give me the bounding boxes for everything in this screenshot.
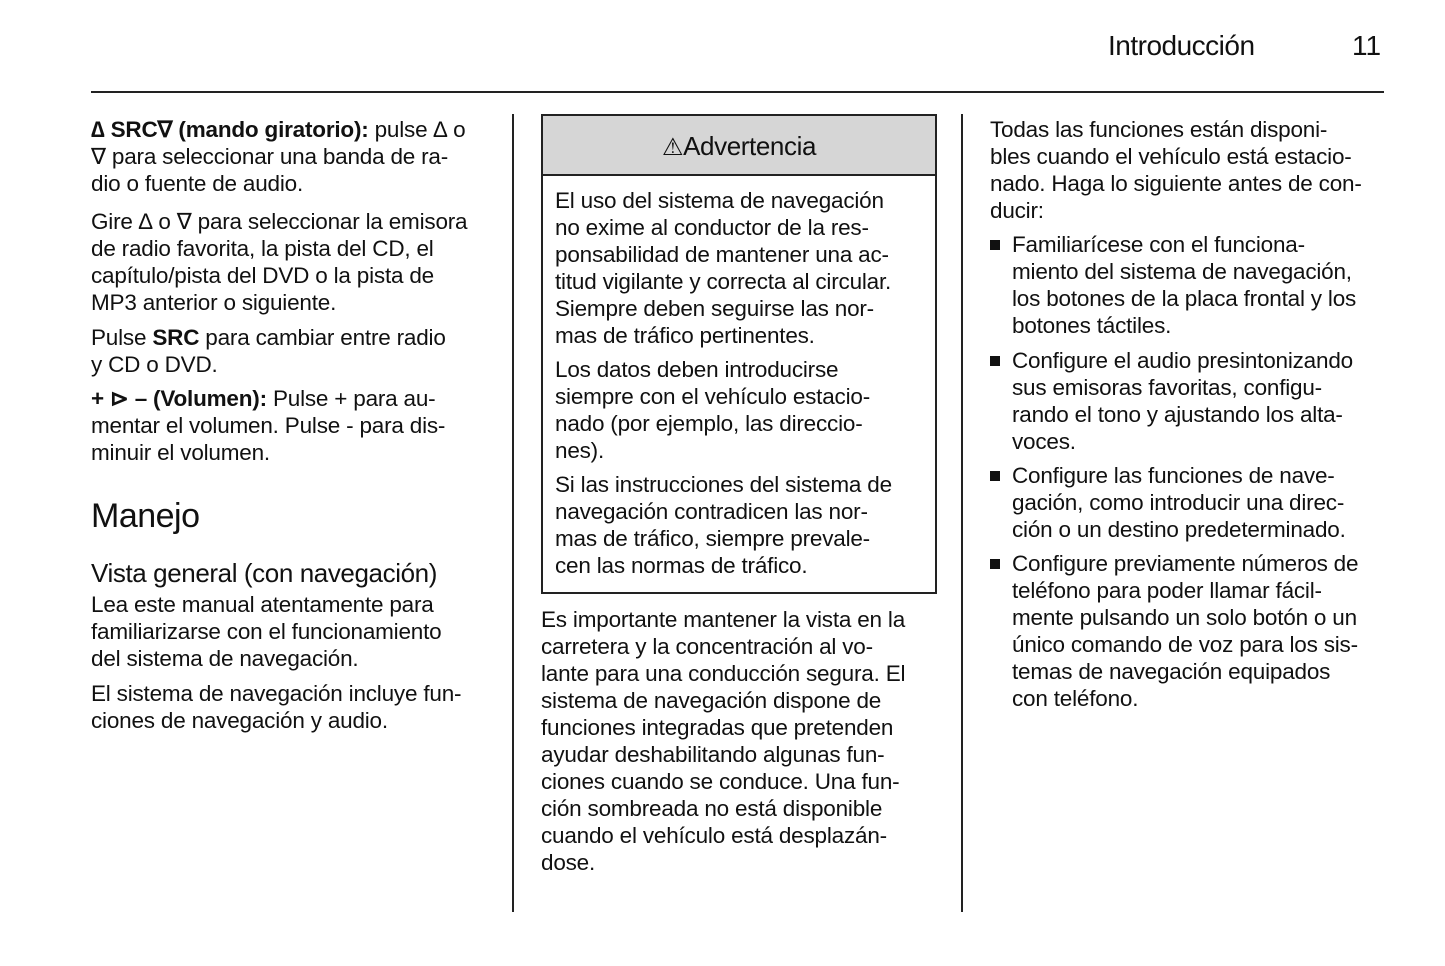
text-line: siempre con el vehículo estacio- [555,384,871,409]
text-line: ponsabilidad de mantener una ac- [555,242,889,267]
text-line: voces. [1012,429,1076,454]
text-line: rando el tono y ajustando los alta- [1012,402,1343,427]
paragraph [91,680,461,734]
paragraph [990,116,1362,224]
text-run: Pulse + para au- [266,386,436,411]
paragraph [555,356,870,464]
text-line: dose. [541,850,596,875]
text-line: no exime al conductor de la res- [555,215,869,240]
text-line: dio o fuente de audio. [91,171,304,196]
text-line: Los datos deben introducirse [555,357,839,382]
text-line: de radio favorita, la pista del CD, el [91,236,434,261]
bullet-item [990,347,1353,455]
text-line: miento del sistema de navegación, [1012,259,1352,284]
text-line: sus emisoras favoritas, configu- [1012,375,1322,400]
bold-label: + ⊳ – (Volumen): [91,386,267,411]
text-line: Si las instrucciones del sistema de [555,472,892,497]
paragraph [91,385,445,466]
text-line: mas de tráfico pertinentes. [555,323,815,348]
text-line: cen las normas de tráfico. [555,553,808,578]
text-line [91,324,446,351]
warning-triangle-icon: ⚠ [661,134,684,161]
text-line: titud vigilante y correcta al circular. [555,269,892,294]
text-line: ducir: [990,198,1044,223]
bullet-item [990,462,1346,543]
text-line [91,116,465,143]
paragraph [91,116,465,197]
paragraph [91,591,441,672]
bullet-item [990,231,1356,339]
text-line: familiarizarse con el funcionamiento [91,619,442,644]
text-line: El sistema de navegación incluye fun- [91,681,462,706]
text-line: ayudar deshabilitando algunas fun- [541,742,885,767]
text-line: ∇ para seleccionar una banda de ra- [91,144,449,169]
text-line: mentar el volumen. Pulse - para dis- [91,413,446,438]
page-number: 11 [1352,30,1382,61]
subsection-heading: Vista general (con navegación) [91,558,437,588]
text-line: Configure el audio presintonizando [990,347,1353,374]
text-line: teléfono para poder llamar fácil- [1012,578,1322,603]
text-line: nes). [555,438,605,463]
text-run: pulse ∆ o [368,117,466,142]
column-divider [512,114,514,912]
text-line: único comando de voz para los sis- [1012,632,1358,657]
section-heading: Manejo [91,497,200,535]
text-line: minuir el volumen. [91,440,270,465]
text-line: funciones integradas que pretenden [541,715,894,740]
text-line: Siempre deben seguirse las nor- [555,296,874,321]
text-line: mas de tráfico, siempre prevale- [555,526,870,551]
text-line: ción o un destino predeterminado. [1012,517,1346,542]
text-line: y CD o DVD. [91,352,218,377]
header-rule [91,91,1384,93]
paragraph [555,471,892,579]
header-section-title: Introducción [1108,30,1255,61]
text-line: cuando el vehículo está desplazán- [541,823,887,848]
text-line: Lea este manual atentamente para [91,592,434,617]
bold-label: SRC [152,325,200,350]
text-line: Todas las funciones están disponi- [990,117,1328,142]
text-line: temas de navegación equipados [1012,659,1331,684]
text-line: nado. Haga lo siguiente antes de con- [990,171,1362,196]
text-line: del sistema de navegación. [91,646,359,671]
text-line: Familiarícese con el funciona- [990,231,1356,258]
text-line: ciones de navegación y audio. [91,708,388,733]
text-line: Configure las funciones de nave- [990,462,1346,489]
text-line [91,385,445,412]
text-line: MP3 anterior o siguiente. [91,290,337,315]
warning-header [543,116,935,176]
text-line: Configure previamente números de [990,550,1358,577]
text-line: los botones de la placa frontal y los [1012,286,1357,311]
text-line: Gire ∆ o ∇ para seleccionar la emisora [91,209,468,234]
bold-label: ∆ SRC∇ (mando giratorio): [91,117,369,142]
text-line: botones táctiles. [1012,313,1172,338]
text-line: bles cuando el vehículo está estacio- [990,144,1352,169]
paragraph [91,208,467,316]
column-divider [961,114,963,912]
text-run: Pulse [91,325,153,350]
text-line: capítulo/pista del DVD o la pista de [91,263,435,288]
text-line: lante para una conducción segura. El [541,661,906,686]
text-line: carretera y la concentración al vo- [541,634,873,659]
text-line: con teléfono. [1012,686,1139,711]
text-line: ción sombreada no está disponible [541,796,883,821]
text-line: sistema de navegación dispone de [541,688,882,713]
paragraph [91,324,446,378]
bullet-item [990,550,1358,712]
warning-title: Advertencia [683,131,817,161]
text-line: mente pulsando un solo botón o un [1012,605,1357,630]
text-line: Es importante mantener la vista en la [541,607,906,632]
text-line: gación, como introducir una direc- [1012,490,1345,515]
text-line: navegación contradicen las nor- [555,499,868,524]
text-line: nado (por ejemplo, las direccio- [555,411,863,436]
paragraph [541,606,905,876]
text-run: para cambiar entre radio [199,325,446,350]
paragraph [555,187,891,349]
text-line: El uso del sistema de navegación [555,188,884,213]
text-line: ciones cuando se conduce. Una fun- [541,769,900,794]
